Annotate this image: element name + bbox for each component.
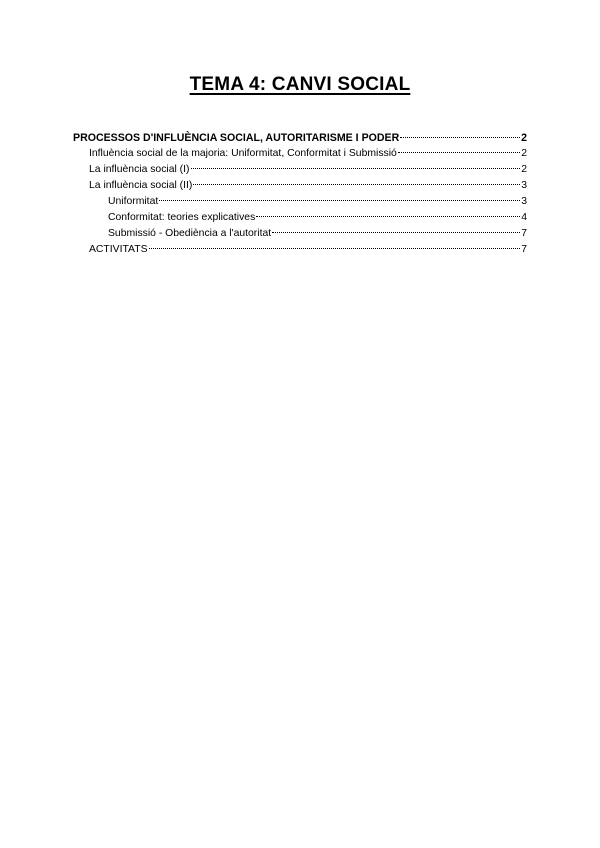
toc-entry-page: 3 xyxy=(521,196,527,207)
toc-entry-text: ACTIVITATS xyxy=(89,244,148,255)
toc-entry-text: La influència social (II) xyxy=(89,180,193,191)
toc-entry-text: Influència social de la majoria: Uniformitat, Conformitat i Submissió xyxy=(89,148,397,159)
toc-entry[interactable] xyxy=(73,226,527,242)
toc-entry[interactable] xyxy=(73,130,527,146)
toc-entry-page: 4 xyxy=(521,212,527,223)
toc-leader-dots xyxy=(159,199,520,201)
toc-entry[interactable] xyxy=(73,194,527,210)
toc-entry-text: Uniformitat xyxy=(108,196,159,207)
toc-entry[interactable] xyxy=(73,210,527,226)
toc-entry[interactable] xyxy=(73,242,527,258)
toc-leader-dots xyxy=(256,215,520,217)
toc-entry-text: Submissió - Obediència a l'autoritat xyxy=(108,228,272,239)
toc-leader-dots xyxy=(398,151,520,153)
toc-leader-dots xyxy=(149,247,521,249)
toc-entry-page: 2 xyxy=(521,164,527,175)
toc-entry-text: La influència social (I) xyxy=(89,164,190,175)
toc-entry-page: 7 xyxy=(521,228,527,239)
toc-entry[interactable] xyxy=(73,178,527,194)
toc-leader-dots xyxy=(191,167,521,169)
toc-entry-text: Conformitat: teories explicatives xyxy=(108,212,256,223)
toc-entry-page: 3 xyxy=(521,180,527,191)
toc-entry-page: 7 xyxy=(521,244,527,255)
toc-entry-page: 2 xyxy=(521,132,527,144)
toc-entry[interactable] xyxy=(73,146,527,162)
toc-entry[interactable] xyxy=(73,162,527,178)
toc-leader-dots xyxy=(193,183,520,185)
toc-leader-dots xyxy=(272,231,520,233)
document-title: TEMA 4: CANVI SOCIAL xyxy=(189,74,411,95)
table-of-contents xyxy=(73,130,527,258)
toc-leader-dots xyxy=(400,136,520,138)
toc-entry-text: PROCESSOS D'INFLUÈNCIA SOCIAL, AUTORITARISME I PODER xyxy=(73,132,400,144)
toc-entry-page: 2 xyxy=(521,148,527,159)
